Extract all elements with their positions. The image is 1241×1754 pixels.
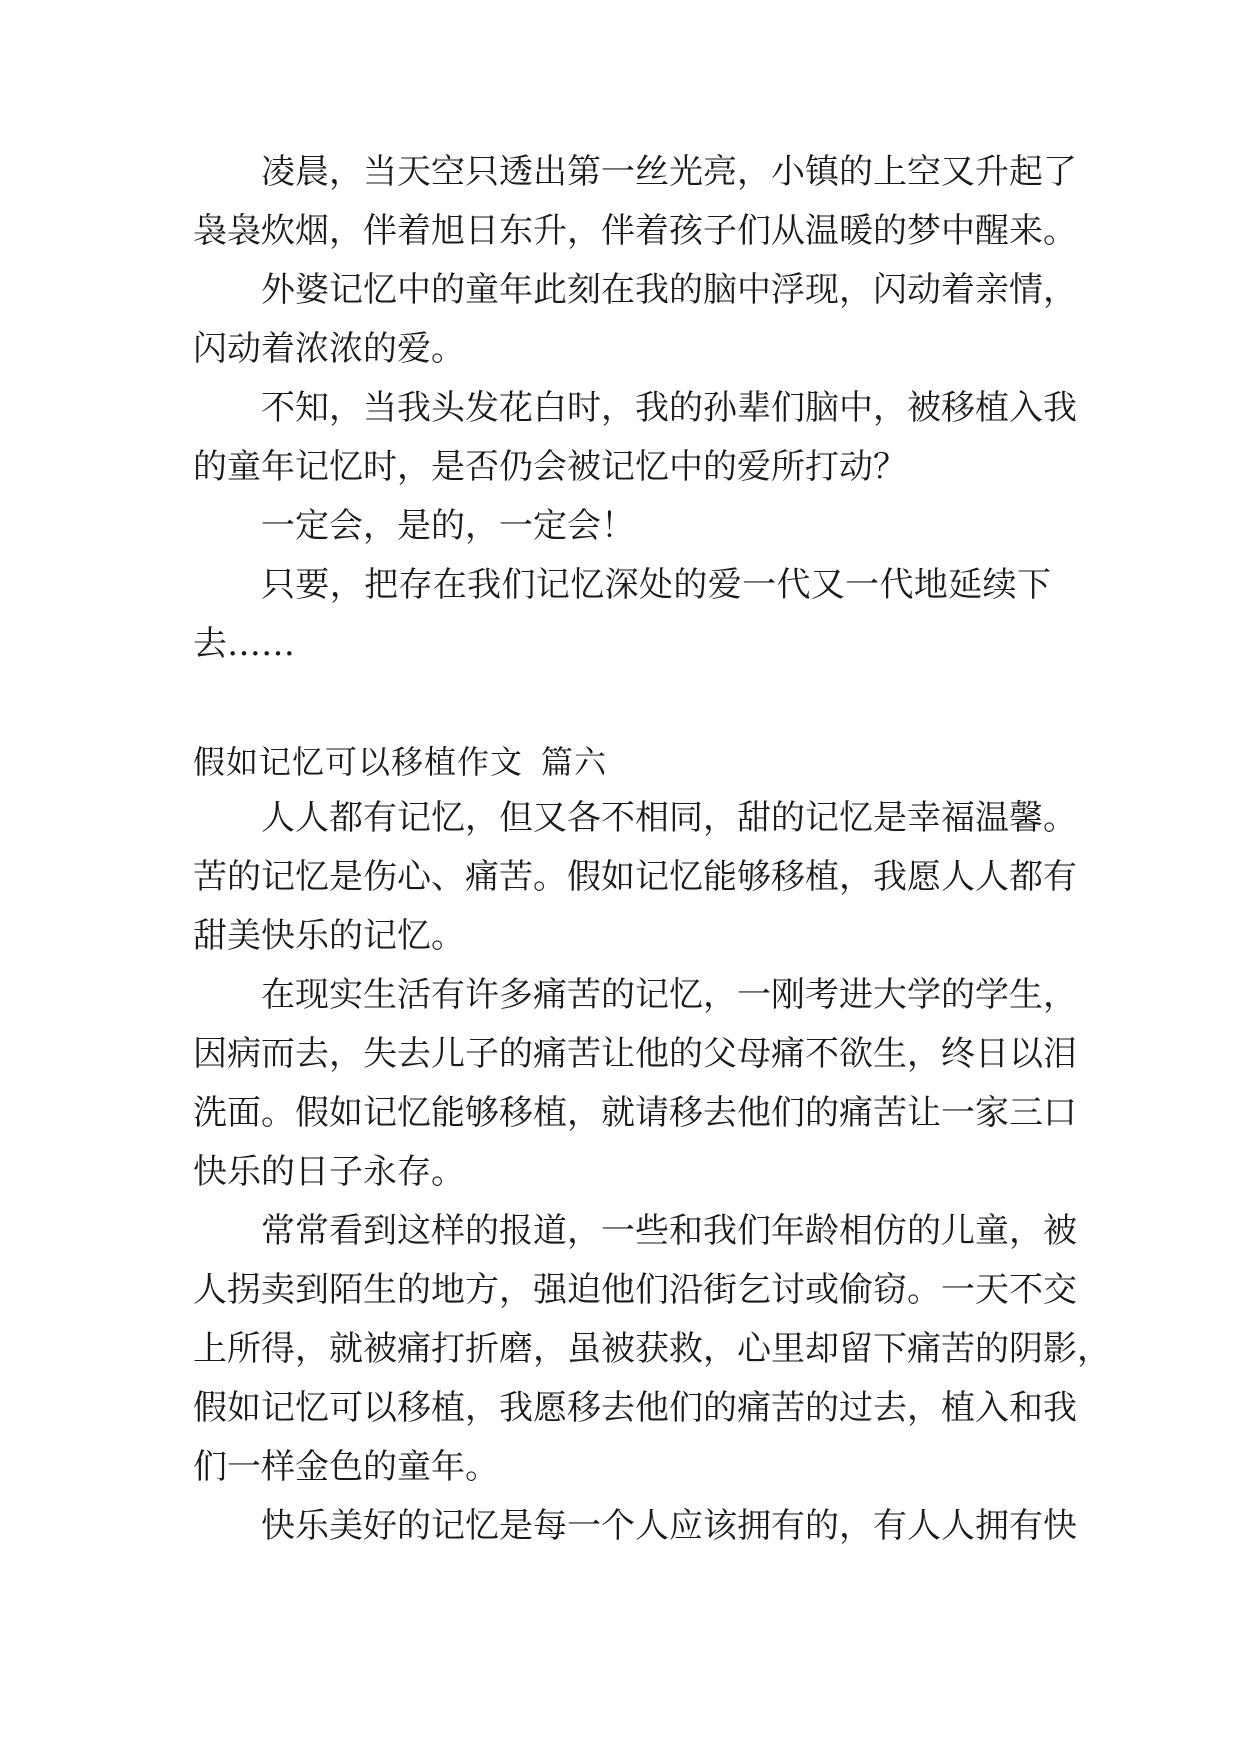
text-line: 快乐美好的记忆是每一个人应该拥有的，有人人拥有快	[261, 1506, 1077, 1546]
text-line: 在现实生活有许多痛苦的记忆，一刚考进大学的学生，	[261, 975, 1077, 1015]
text-line: 们一样金色的童年。	[193, 1447, 499, 1487]
text-line: 因病而去，失去儿子的痛苦让他的父母痛不欲生，终日以泪	[193, 1034, 1077, 1074]
text-line: 苦的记忆是伤心、痛苦。假如记忆能够移植，我愿人人都有	[193, 857, 1077, 897]
text-line: 只要，把存在我们记忆深处的爱一代又一代地延续下	[261, 565, 1051, 605]
text-line: 去……	[193, 624, 295, 664]
heading-part: 篇六	[541, 743, 608, 781]
text-line: 人拐卖到陌生的地方，强迫他们沿街乞讨或偷窃。一天不交	[193, 1270, 1077, 1310]
text-line: 上所得，就被痛打折磨，虽被获救，心里却留下痛苦的阴影，	[193, 1329, 1111, 1369]
text-line: 不知，当我头发花白时，我的孙辈们脑中，被移植入我	[261, 388, 1077, 428]
text-line: 凌晨，当天空只透出第一丝光亮，小镇的上空又升起了	[261, 152, 1077, 192]
section-heading	[193, 743, 1051, 781]
text-line: 洗面。假如记忆能够移植，就请移去他们的痛苦让一家三口	[193, 1093, 1077, 1133]
text-line: 快乐的日子永存。	[193, 1152, 465, 1192]
text-line: 假如记忆可以移植，我愿移去他们的痛苦的过去，植入和我	[193, 1388, 1077, 1428]
text-line: 人人都有记忆，但又各不相同，甜的记忆是幸福温馨。	[261, 798, 1077, 838]
document-body	[193, 152, 1111, 1546]
text-line: 一定会，是的，一定会！	[261, 506, 635, 546]
text-line: 外婆记忆中的童年此刻在我的脑中浮现，闪动着亲情，	[261, 270, 1077, 310]
text-line: 闪动着浓浓的爱。	[193, 329, 465, 369]
text-line: 袅袅炊烟，伴着旭日东升，伴着孩子们从温暖的梦中醒来。	[193, 211, 1077, 251]
text-line: 常常看到这样的报道，一些和我们年龄相仿的儿童，被	[261, 1211, 1077, 1251]
text-line: 甜美快乐的记忆。	[193, 916, 465, 956]
text-line: 的童年记忆时，是否仍会被记忆中的爱所打动？	[193, 447, 907, 487]
heading-title: 假如记忆可以移植作文	[193, 743, 524, 781]
